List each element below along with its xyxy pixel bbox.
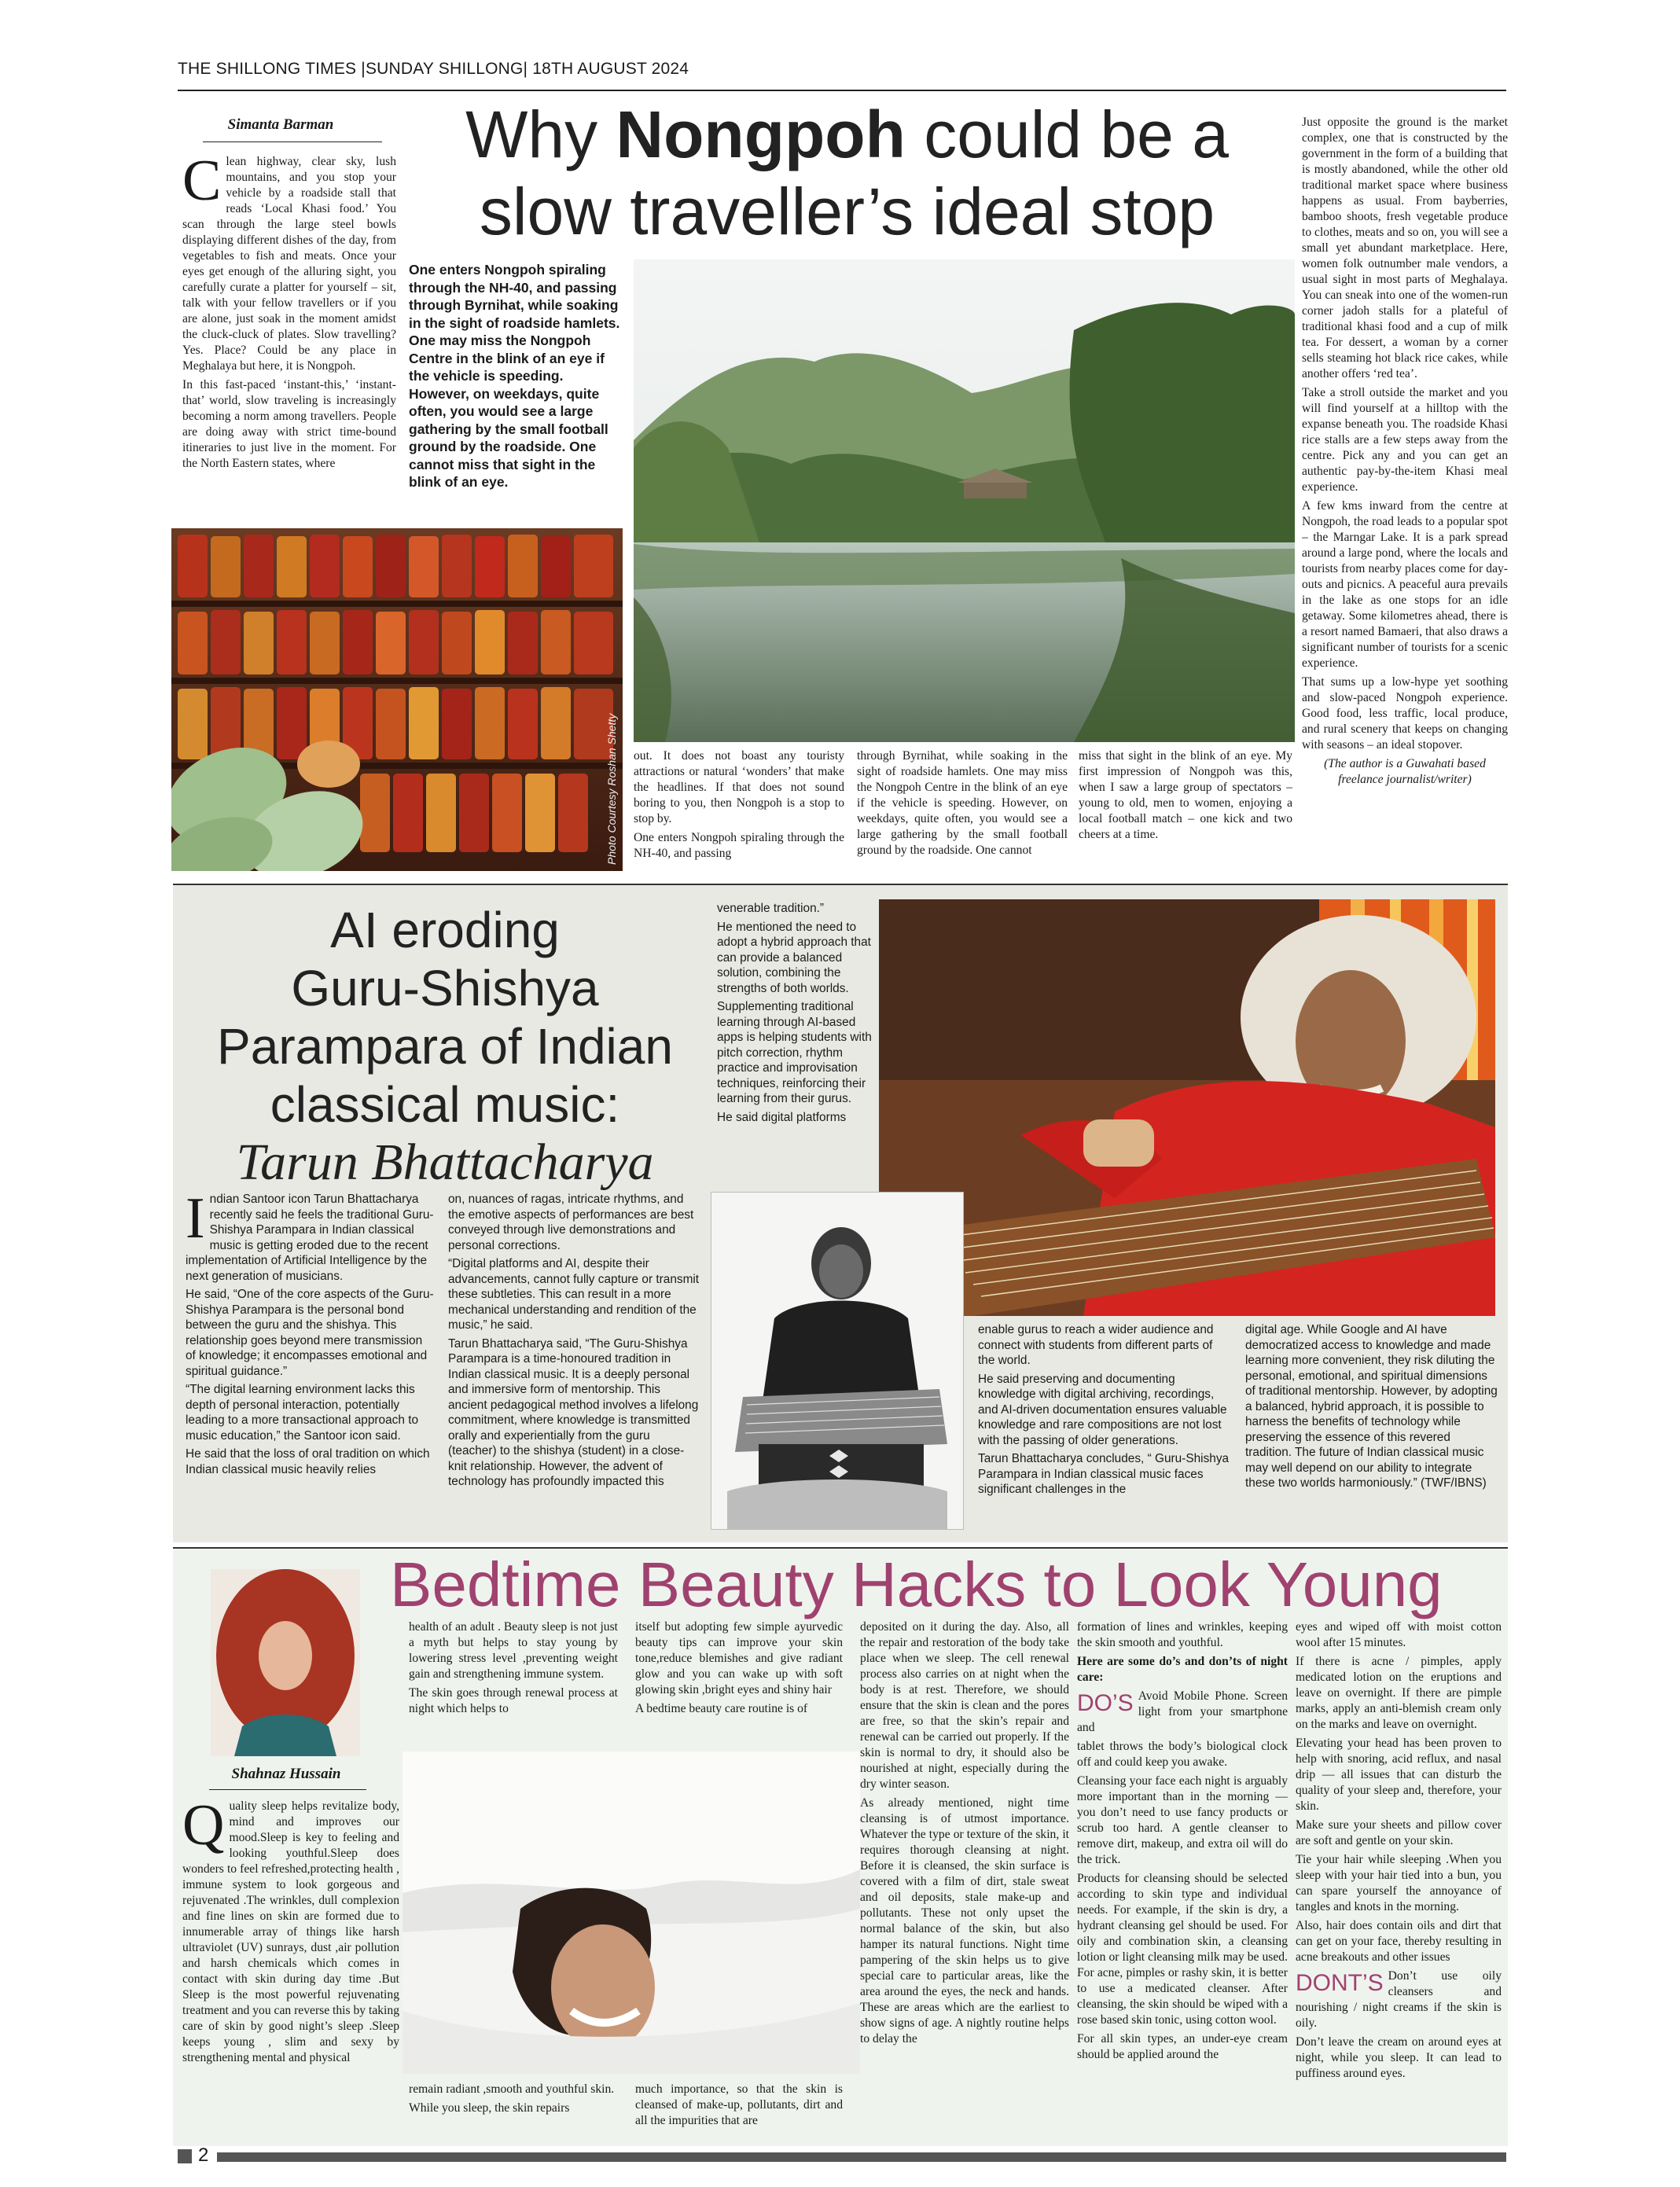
paragraph: itself but adopting few simple ayurvedic beauty tips can improve your skin tone,reduce blemishes and give radiant glow and you can wake up with soft glowing skin ,bright eyes and shiny hair — [635, 1620, 843, 1696]
paragraph: out. It does not boast any touristy attractions or natural ‘wonders’ that make the headlines. If that does not sound boring to you, then Nongpoh is a stop to stop by. — [634, 749, 844, 825]
ai-column-1 — [186, 1192, 436, 1530]
paragraph: Supplementing traditional learning through AI-based apps is helping students with pitch correction, rhythm practice and improvisation techniques, reinforcing their learning from their gurus. — [717, 1000, 872, 1105]
paragraph: remain radiant ,smooth and youthful skin. — [409, 2082, 615, 2096]
author-byline: Shahnaz Hussain — [231, 1766, 341, 1782]
paragraph: As already mentioned, night time cleansing is of utmost importance. Whatever the type or texture of the skin, it requires thorough cleansing at night. Before it is cleansed, the skin surface is covered with a film of dirt, stale sweat and oil deposits, stale make-up and pollutants. These not only upset the normal balance of the skin, but also hamper its natural functions. Night time pampering of the skin helps us to give special care to particular areas, like the area around the eyes, the neck and hands. These are areas which are the earliest to show signs of age. A nightly routine helps to delay the — [860, 1796, 1069, 2045]
paragraph: In this fast-paced ‘instant-this,’ ‘instant-that’ world, slow traveling is increasingly becoming a norm among travellers. People are doing away with strict time-bound itineraries to just live in the moment. For the North Eastern states, where — [182, 378, 396, 470]
woman-sleeping-photo — [403, 1751, 860, 2074]
photo-credit: Photo Courtesy Roshan Shetty — [605, 713, 618, 865]
paragraph: One enters Nongpoh spiraling through the NH-40, and passing — [634, 831, 844, 860]
pickle-jars-photo — [171, 528, 623, 871]
santoor-player-illustration — [879, 899, 1495, 1316]
pullquote: One enters Nongpoh spiraling through the NH-40, and passing through Byrnihat, while soaking in the sight of roadside hamlets. One may miss the Nongpoh Centre in the blink of an eye if the vehicle is speeding. However, on weekdays, quite often, you would see a large gathering by the small football ground by the roadside. One cannot miss that sight in the blink of an eye. — [409, 262, 620, 490]
paragraph: tablet throws the body’s biological clock off and could keep you awake. — [1077, 1740, 1288, 1769]
headline-post: could be a slow traveller’s ideal stop — [479, 97, 1229, 248]
ai-top-column — [717, 901, 879, 1185]
paragraph: health of an adult . Beauty sleep is not just a myth but helps to stay young by lowering stress level ,preventing weight gain and strengthening immune system. — [409, 1620, 618, 1681]
beauty-column-1 — [182, 1799, 399, 2126]
paragraph: A few kms inward from the centre at Nongpoh, the road leads to a popular spot – the Marngar Lake. It is a park spread around a large pond, where the locals and tourists from nearby places come for day-outs and picnics. A peaceful aura prevails in the lake as one stops for an idle getaway. Some kilometres ahead, there is a resort named Bamaeri, that also draws a significant number of tourists for a scenic experience. — [1302, 499, 1508, 670]
beauty-column-4 — [860, 1619, 1069, 2130]
dropcap: I — [186, 1192, 205, 1251]
paragraph: venerable tradition.” — [717, 902, 825, 915]
paragraph — [1077, 1689, 1288, 1736]
paragraph: uality sleep helps revitalize body, mind and improves our mood.Sleep is key to feeling and looking youthful.Sleep does wonders to feel refreshed,protecting health , immune system to look gorgeous and rejuvenated .The wrinkles, dull complexion and fine lines on skin are formed due to innumerable array of things like harsh ultraviolet (UV) sunrays, dust ,air pollution and harsh chemicals which comes in contact with skin during day time .But Sleep is the most powerful rejuvenating treatment and you can reverse this by taking care of skin by good night’s sleep .Sleep keeps young , slim and sexy by strengthening mental and physical — [182, 1799, 399, 2064]
paragraph: Elevating your head has been proven to help with snoring, acid reflux, and nasal drip — all issues that can disturb the quality of your sleep and, therefore, your skin. — [1296, 1737, 1502, 1813]
author-photo — [211, 1569, 360, 1756]
headline — [401, 96, 1293, 250]
ai-column-3 — [978, 1322, 1230, 1535]
paragraph: That sums up a low-hype yet soothing and slow-paced Nongpoh experience. Good food, less traffic, local produce, and rural scenery that keeps on changing with seasons – an ideal stopover. — [1302, 675, 1508, 752]
ai-headline-line: classical music: — [270, 1076, 620, 1133]
beauty-column-2-bottom — [409, 2082, 618, 2129]
lake-photo — [634, 259, 1295, 742]
ai-headline-line: Parampara of Indian — [217, 1018, 673, 1075]
ai-headline — [186, 901, 704, 1192]
article1-column-right — [1302, 115, 1508, 877]
paragraph: Tie your hair while sleeping .When you sleep with your hair tied into a bun, you can spare yourself the annoyance of tangles and knots in the morning. — [1296, 1853, 1502, 1913]
beauty-column-5 — [1077, 1619, 1288, 2130]
paragraph: on, nuances of ragas, intricate rhythms, and the emotive aspects of performances are best conveyed through live demonstrations and personal corrections. — [448, 1193, 694, 1252]
donts-text: Don’t use oily cleansers and nourishing / night creams if the skin is oily. — [1296, 1969, 1502, 2030]
beauty-column-3-bottom: much importance, so that the skin is cleansed of make-up, pollutants, dirt and all the impurities that are — [635, 2082, 843, 2127]
paragraph: enable gurus to reach a wider audience and connect with students from different parts of the world. — [978, 1323, 1214, 1367]
tarun-bhattacharya-photo — [879, 899, 1495, 1316]
sleeping-woman-illustration — [403, 1751, 860, 2074]
ai-column-4: digital age. While Google and AI have democratized access to knowledge and made learning more convenient, they risk diluting the personal, emotional, and spiritual dimensions of traditional mentorship. However, by adopting a balanced, hybrid approach, it is possible to harness the benefits of technology while preserving the essence of this revered tradition. The future of Indian classical music may well depend on our ability to integrate these two worlds harmoniously.” (TWF/IBNS) — [1245, 1323, 1498, 1490]
dos-text: Avoid Mobile Phone. Screen light from your smartphone and — [1077, 1689, 1288, 1734]
paragraph: He said preserving and documenting knowledge with digital archiving, recordings, and AI-driven documentation ensures valuable knowledge and rare compositions are not lost with the passing of older generations. — [978, 1372, 1227, 1447]
beauty-column-3-top — [635, 1619, 843, 1744]
paragraph: “Digital platforms and AI, despite their advancements, cannot fully capture or transmit these subtleties. This can result in a more mechanical understanding and rendition of the music,” he said. — [448, 1257, 700, 1332]
paragraph: lean highway, clear sky, lush mountains, and you stop your vehicle by a roadside stall that reads ‘Local Khasi food.’ You scan through the large steel bowls displaying different dishes of the day, from vegetables to fish and meats. Once your eyes get enough of the alluring sight, you carefully curate a platter for yourself – sit, talk with your fellow travellers or if you are alone, just soak in the moment amidst the cluck-cluck of plates. Slow travelling? Yes. Place? Could be any place in Meghalaya but here, it is Nongpoh. — [182, 155, 396, 373]
paragraph: Tarun Bhattacharya said, “The Guru-Shishya Parampara is a time-honoured tradition in Indian classical music. It is a deeply personal and immersive form of mentorship. This ancient pedagogical method involves a lifelong commitment, where knowledge is transmitted orally and experientially from the guru (teacher) to the shishya (student) in a close-knit relationship. However, the advent of technology has profoundly impacted this — [448, 1336, 699, 1488]
footer-bar — [217, 2152, 1506, 2162]
paragraph: Don’t leave the cream on around eyes at night, while you sleep. It can lead to puffiness around eyes. — [1296, 2035, 1502, 2080]
author-portrait-illustration — [211, 1569, 360, 1756]
beauty-column-2-top — [409, 1619, 618, 1744]
page-number: 2 — [198, 2145, 209, 2166]
article1-column-2 — [634, 748, 844, 866]
paragraph: The skin goes through renewal process at night which helps to — [409, 1686, 618, 1715]
header-rule — [178, 90, 1506, 91]
author-note: (The author is a Guwahati based freelance journalist/writer) — [1324, 757, 1486, 786]
article1-column-3: through Byrnihat, while soaking in the sight of roadside hamlets. One may miss the Nongpoh Centre in the blink of an eye if the vehicle is speeding. However, on weekdays, quite often, you would see a large gathering by the small football ground by the roadside. One cannot — [857, 749, 1068, 857]
paragraph: Take a stroll outside the market and you will find yourself at a hilltop with the expanse beneath you. The roadside Khasi rice stalls are a few steps away from the centre. Pick any and you can get an authentic pay-by-the-item Khasi meal experience. — [1302, 386, 1508, 494]
article1-column-4: miss that sight in the blink of an eye. My first impression of Nongpoh was this, when I saw a large group of spectators – young to old, men to women, enjoying a local football match – one kick and two cheers at a time. — [1079, 749, 1292, 841]
paragraph: He mentioned the need to adopt a hybrid approach that can provide a balanced solution, combining the strengths of both worlds. — [717, 920, 871, 995]
paragraph: Just opposite the ground is the market complex, one that is constructed by the government in the form of a building that is mostly abandoned, while the other old traditional market space where business happens as usual. From bayberries, bamboo shoots, fresh vegetable produce to clothes, meats and so on, you will see a small yet abundant marketplace. Here, women folk outnumber male vendors, a usual sight in most parts of Meghalaya. You can sneak into one of the women-run corner jadoh stalls for a plateful of traditional khasi food and a cup of milk tea. For dessert, a woman by a corner sells steaming hot black rice cakes, while another offers ‘red tea’. — [1302, 116, 1508, 380]
ai-column-2 — [448, 1192, 701, 1530]
paragraph: While you sleep, the skin repairs — [409, 2101, 570, 2115]
byline: Simanta Barman — [227, 116, 334, 133]
author-byline-underline — [209, 1789, 366, 1790]
pickle-jars-illustration — [171, 528, 623, 871]
paragraph: deposited on it during the day. Also, all the repair and restoration of the body take place when we sleep. The cell renewal process also carries on at night when the body is at rest. Therefore, we should ensure that the skin is clean and the pores are free, so that the skin’s repair and renewal can be carried out properly. If the skin is normal to dry, it should also be nourished at night, especially during the dry winter season. — [860, 1620, 1069, 1791]
paragraph: “The digital learning environment lacks this depth of personal interaction, potentially leading to a more transactional approach to music education,” the Santoor icon said. — [186, 1383, 419, 1443]
paragraph: ndian Santoor icon Tarun Bhattacharya recently said he feels the traditional Guru-Shishya Parampara in Indian classical music is getting eroded due to the recent implementation of Artificial Intelligence by the next generation of musicians. — [186, 1193, 434, 1283]
footer-square — [178, 2149, 192, 2163]
dos-label: DO’S — [1077, 1690, 1134, 1716]
paragraph: formation of lines and wrinkles, keeping the skin smooth and youthful. — [1077, 1620, 1288, 1649]
masthead: THE SHILLONG TIMES |SUNDAY SHILLONG| 18TH AUGUST 2024 — [178, 60, 689, 78]
paragraph: Also, hair does contain oils and dirt that can get on your face, thereby resulting in acne breakouts and other issues — [1296, 1919, 1502, 1964]
ai-headline-line: AI eroding — [330, 902, 560, 958]
bw-santoor-illustration — [711, 1193, 963, 1529]
ai-headline-name: Tarun Bhattacharya — [236, 1134, 654, 1191]
dropcap: C — [182, 154, 222, 213]
donts-label: DONT’S — [1296, 1970, 1384, 1996]
paragraph: He said, “One of the core aspects of the Guru-Shishya Parampara is the personal bond between the guru and the shishya. This relationship goes beyond mere transmission of knowledge; it encompasses emotional and spiritual guidance.” — [186, 1288, 434, 1378]
young-santoor-player-photo — [711, 1192, 964, 1530]
beauty-headline: Bedtime Beauty Hacks to Look Young — [390, 1549, 1443, 1619]
ai-headline-line: Guru-Shishya — [291, 960, 599, 1016]
lake-illustration — [634, 259, 1295, 742]
do-donts-heading: Here are some do’s and don’ts of night care: — [1077, 1655, 1288, 1684]
paragraph: For all skin types, an under-eye cream should be applied around the — [1077, 2032, 1288, 2061]
paragraph: If there is acne / pimples, apply medicated lotion on the eruptions and leave on overnight. If there are pimple marks, apply an anti-blemish cream only on the marks and leave on overnight. — [1296, 1655, 1502, 1731]
headline-bold: Nongpoh — [616, 97, 906, 171]
article1-column-1 — [182, 154, 396, 528]
dropcap: Q — [182, 1799, 225, 1858]
paragraph: Make sure your sheets and pillow cover are soft and gentle on your skin. — [1296, 1818, 1502, 1847]
paragraph — [1296, 1968, 1502, 2031]
paragraph: He said that the loss of oral tradition on which Indian classical music heavily relies — [186, 1447, 430, 1476]
beauty-column-6 — [1296, 1619, 1502, 2130]
paragraph: He said digital platforms — [717, 1110, 847, 1124]
headline-pre: Why — [465, 97, 616, 171]
paragraph: Products for cleansing should be selected according to skin type and individual needs. For example, if the skin is dry, a hydrant cleansing gel should be used. For oily and combination skin, a cleansing lotion or light cleansing milk may be used. For acne, pimples or rashy skin, it is better to use a medicated cleanser. After cleansing, the skin should be wiped with a rose based skin tonic, using cotton wool. — [1077, 1872, 1288, 2027]
paragraph: eyes and wiped off with moist cotton wool after 15 minutes. — [1296, 1620, 1502, 1649]
paragraph: Cleansing your face each night is arguably more important than in the morning — you don’t need to use fancy products or scrub too hard. A gentle cleanser to remove dirt, makeup, and extra oil will do the trick. — [1077, 1774, 1288, 1866]
paragraph: Tarun Bhattacharya concludes, “ Guru-Shishya Parampara in Indian classical music faces significant challenges in the — [978, 1452, 1230, 1496]
paragraph: A bedtime beauty care routine is of — [635, 1702, 808, 1715]
